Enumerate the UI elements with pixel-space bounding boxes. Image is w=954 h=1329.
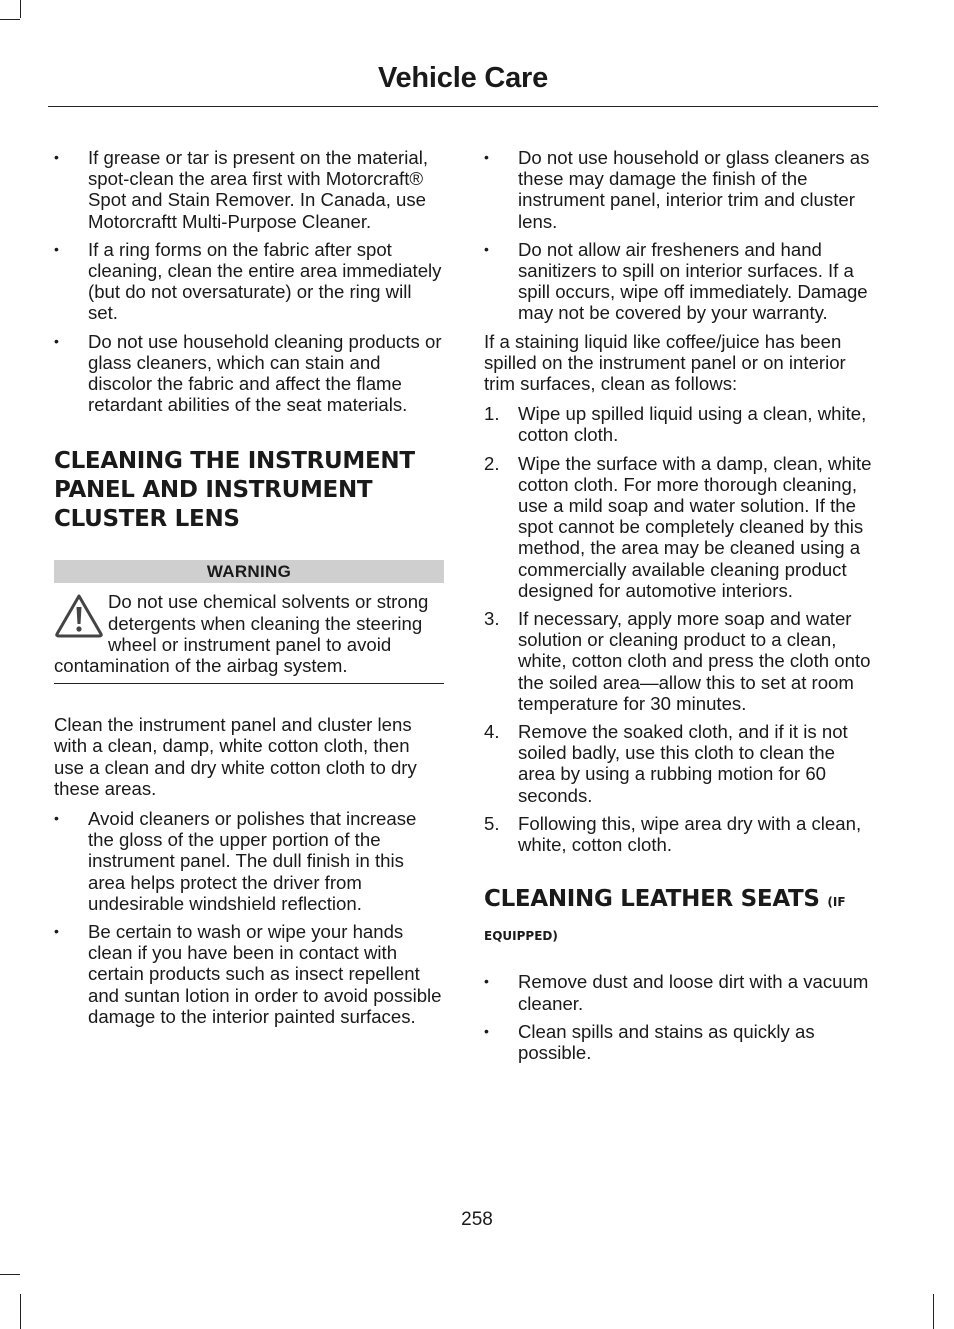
list-item: • If a ring forms on the fabric after spot cleaning, clean the entire area immediately (but do not oversaturate) or the ring will set. (54, 239, 444, 324)
list-item: • Remove dust and loose dirt with a vacuum cleaner. (484, 971, 874, 1013)
crop-mark (0, 1274, 20, 1275)
right-column (484, 147, 874, 1070)
warning-box (54, 583, 444, 684)
step-text: Remove the soaked cloth, and if it is not soiled badly, use this cloth to clean the area by using a rubbing motion for 60 seconds. (518, 721, 848, 806)
warning-text: Do not use chemical solvents or strong detergents when cleaning the steering wheel or instrument panel to avoid contamination of the airbag system. (54, 591, 429, 677)
step-number: 1. (484, 403, 500, 425)
step-number: 2. (484, 452, 500, 474)
step-text: Following this, wipe area dry with a clean, white, cotton cloth. (518, 812, 862, 856)
page-number: 258 (461, 1209, 493, 1230)
bullet-list (54, 808, 444, 1027)
body-paragraph: Clean the instrument panel and cluster lens with a clean, damp, white cotton cloth, then use a clean and dry white cotton cloth to dry these areas. (54, 714, 417, 799)
list-item (484, 453, 874, 601)
left-column (54, 147, 444, 1034)
bullet-list (484, 971, 874, 1063)
section-heading-suffix-cont: EQUIPPED) (484, 929, 558, 944)
bullet-list (484, 147, 874, 324)
list-item (484, 608, 874, 714)
crop-mark (933, 1294, 934, 1329)
list-item (484, 403, 874, 445)
list-item: • Do not use household or glass cleaners as these may damage the finish of the instrument panel, interior trim and cluster lens. (484, 147, 874, 232)
step-number: 3. (484, 608, 500, 630)
step-number: 4. (484, 721, 500, 743)
crop-mark (20, 1294, 21, 1329)
step-text: If necessary, apply more soap and water solution or cleaning product to a clean, white, cotton cloth and press the cloth onto the soiled area—allow this to set at room temperature for 30 minutes. (518, 608, 871, 714)
step-text: Wipe the surface with a damp, clean, white cotton cloth. For more thorough cleaning, use a mild soap and water solution. If the spot cannot be completely cleaned by this method, the area may be cleaned using a commercially available cleaning product designed for automotive interiors. (518, 452, 872, 601)
crop-mark (0, 19, 20, 20)
section-heading-main: CLEANING LEATHER SEATS (484, 886, 820, 913)
step-number: 5. (484, 812, 500, 834)
list-item: • Do not use household cleaning products or glass cleaners, which can stain and discolor the fabric and affect the flame retardant abilities of the seat materials. (54, 331, 444, 416)
page-title: Vehicle Care (377, 62, 549, 94)
list-item: • Clean spills and stains as quickly as possible. (484, 1021, 874, 1063)
list-item: • If grease or tar is present on the material, spot-clean the area first with Motorcraft® Spot and Stain Remover. In Canada, use Motorcraftt Multi-Purpose Cleaner. (54, 147, 444, 232)
warning-triangle-icon (54, 593, 104, 639)
list-item (484, 721, 874, 806)
bullet-list (54, 147, 444, 415)
list-item: • Avoid cleaners or polishes that increase the gloss of the upper portion of the instrument panel. The dull finish in this area helps protect the driver from undesirable windshield reflection. (54, 808, 444, 914)
list-item: • Do not allow air fresheners and hand sanitizers to spill on interior surfaces. If a spill occurs, wipe off immediately. Damage may not be covered by your warranty. (484, 239, 874, 324)
section-heading-suffix: (IF (827, 895, 846, 910)
section-heading: CLEANING THE INSTRUMENT PANEL AND INSTRUMENT CLUSTER LENS (54, 448, 415, 533)
crop-mark (20, 0, 21, 18)
page-header (48, 58, 878, 107)
numbered-list (484, 403, 874, 855)
body-paragraph: If a staining liquid like coffee/juice has been spilled on the instrument panel or on interior trim surfaces, clean as follows: (484, 330, 846, 395)
section-heading (484, 885, 874, 917)
list-item: • Be certain to wash or wipe your hands clean if you have been in contact with certain products such as insect repellent and suntan lotion in order to avoid possible damage to the interior painted surfaces. (54, 921, 444, 1027)
warning-label: WARNING (54, 560, 444, 583)
step-text: Wipe up spilled liquid using a clean, white, cotton cloth. (518, 403, 867, 446)
list-item (484, 813, 874, 855)
